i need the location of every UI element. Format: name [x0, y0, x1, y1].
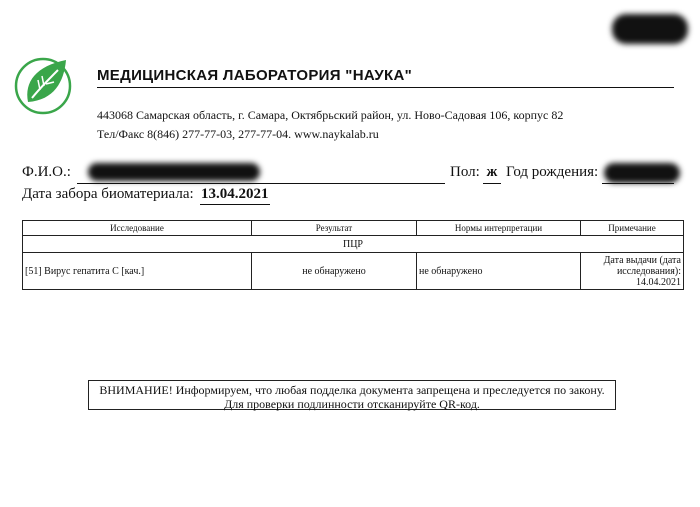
birth-year-underline [602, 183, 674, 184]
redacted-corner-mark [612, 14, 688, 44]
sex-value: ж [486, 164, 498, 180]
section-title: ПЦР [23, 236, 684, 253]
table-header-row [23, 221, 684, 236]
title-underline [97, 87, 674, 88]
lab-address: 443068 Самарская область, г. Самара, Октябрьский район, ул. Ново-Садовая 106, корпус 82 [97, 108, 564, 122]
table-section-row [23, 236, 684, 253]
header-note: Примечание [581, 221, 684, 236]
collection-date-value: 13.04.2021 [201, 186, 269, 202]
cell-note: Дата выдачи (дата исследования): 14.04.2021 [581, 253, 684, 290]
leaf-logo-icon [14, 52, 74, 116]
sex-label: Пол: [450, 164, 480, 180]
header-test: Исследование [23, 221, 252, 236]
cell-norm: не обнаружено [417, 253, 581, 290]
cell-test: [51] Вирус гепатита С [кач.] [23, 253, 252, 290]
redacted-patient-name [88, 163, 260, 181]
header-result: Результат [252, 221, 417, 236]
fio-label: Ф.И.О.: [22, 164, 71, 180]
redacted-birth-year [604, 163, 680, 183]
collection-date-label: Дата забора биоматериала: [22, 186, 194, 202]
fio-underline [77, 183, 445, 184]
collection-date-underline [200, 204, 270, 205]
sex-underline [483, 183, 501, 184]
header-norm: Нормы интерпретации [417, 221, 581, 236]
notice-box: ВНИМАНИЕ! Информируем, что любая подделка документа запрещена и преследуется по закону. Для проверки подлинности отсканируйте QR-код. [88, 380, 616, 410]
lab-name: МЕДИЦИНСКАЯ ЛАБОРАТОРИЯ "НАУКА" [97, 67, 413, 84]
lab-phone: Тел/Факс 8(846) 277-77-03, 277-77-04. www.naykalab.ru [97, 127, 379, 141]
results-table [22, 220, 684, 290]
table-row [23, 253, 684, 290]
birth-year-label: Год рождения: [506, 164, 599, 180]
cell-result: не обнаружено [252, 253, 417, 290]
